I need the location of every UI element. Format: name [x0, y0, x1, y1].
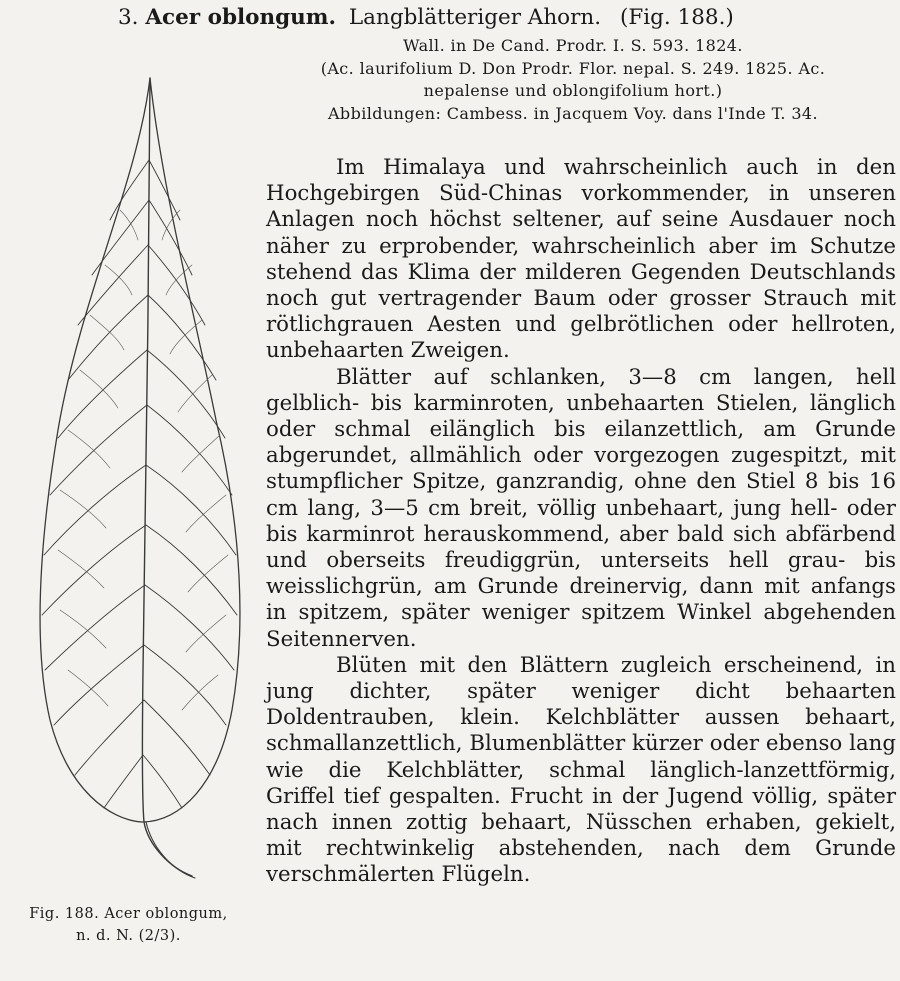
- leaf-petiole: [146, 822, 195, 878]
- leaf-midrib: [142, 78, 192, 876]
- description-paragraph-habitat: Im Himalaya und wahrscheinlich auch in den Hochgebirgen Süd-Chinas vorkommender, in unseren Anlagen noch höchst seltener, auf seine Ausdauer noch näher zu erprobender, wahrscheinlich aber im Schutze stehend das Klima der milderen Gegenden Deutschlands noch gut vertragender Baum oder grosser Strauch mit rötlichgrauen Aesten und gelbrötlichen oder hellroten, unbehaarten Zweigen.: [266, 155, 896, 364]
- description-paragraph-flowers: Blüten mit den Blättern zugleich erscheinend, in jung dichter, später weniger dicht behaarten Doldentrauben, klein. Kelchblätter aussen behaart, schmallanzettlich, Blumenblätter kürzer oder ebenso lang wie die Kelchblätter, schmal länglich-lanzettförmig, Griffel tief gespalten. Frucht in der Jugend völlig, später nach innen zottig behaart, Nüsschen erhaben, gekielt, mit rechtwinkelig abstehenden, nach dem Grunde verschmälerten Flügeln.: [266, 652, 896, 888]
- references-block: [248, 35, 898, 125]
- leaf-lateral-veins: [42, 160, 237, 808]
- reference-line: Wall. in De Cand. Prodr. I. S. 593. 1824.: [403, 36, 743, 55]
- description-paragraph-leaves: Blätter auf schlanken, 3—8 cm langen, hell gelblich- bis karminroten, unbehaarten Stielen, länglich oder schmal eilänglich bis eilanzettlich, am Grunde abgerundet, allmählich oder vorgezogen zugespitzt, mit stumpflicher Spitze, ganzrandig, ohne den Stiel 8 bis 16 cm lang, 3—5 cm breit, völlig unbehaart, jung hell- oder bis karminrot herauskommend, aber bald sich abfärbend und oberseits freudiggrün, unterseits hell grau- bis weisslichgrün, am Grunde dreinervig, dann mit anfangs in spitzem, später weniger spitzem Winkel abgehenden Seitennerven.: [266, 364, 896, 652]
- figure-caption-line: Fig. 188. Acer oblongum,: [29, 906, 228, 922]
- figure-caption: [6, 903, 251, 947]
- figure-caption-line: n. d. N. (2/3).: [76, 928, 181, 944]
- figure-reference: (Fig. 188.): [619, 5, 734, 30]
- species-number: 3.: [118, 5, 139, 30]
- species-description: [266, 155, 896, 889]
- species-heading: [118, 4, 898, 32]
- german-name: Langblätteriger Ahorn.: [348, 5, 602, 30]
- leaf-outline: [40, 78, 240, 822]
- reference-line: Abbildungen: Cambess. in Jacquem Voy. dans l'Inde T. 34.: [327, 103, 819, 123]
- reference-line: nepalense und oblongifolium hort.): [423, 81, 723, 100]
- leaf-illustration: [20, 70, 265, 880]
- latin-name: Acer oblongum.: [145, 5, 337, 30]
- reference-line: (Ac. laurifolium D. Don Prodr. Flor. nepal. S. 249. 1825. Ac.: [320, 58, 826, 78]
